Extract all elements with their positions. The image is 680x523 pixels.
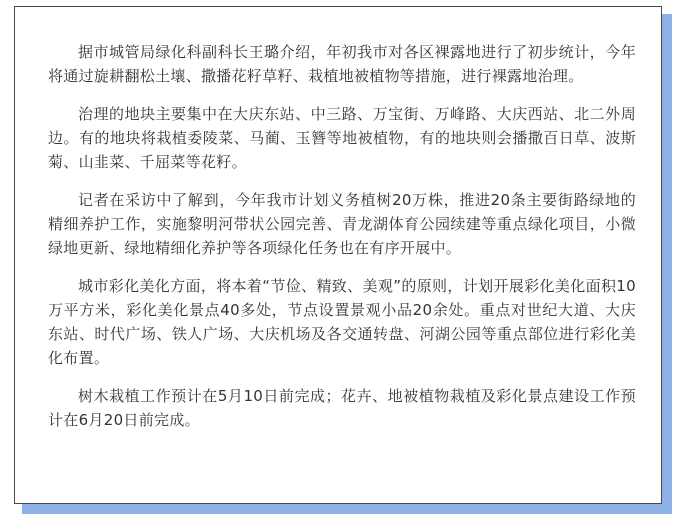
article-text [48, 40, 636, 446]
paragraph: 城市彩化美化方面，将本着“节俭、精致、美观”的原则，计划开展彩化美化面积10万平方米，彩化美化景点40多处，节点设置景观小品20余处。重点对世纪大道、大庆东站、时代广场、铁人广场、大庆机场及各交通转盘、河湖公园等重点部位进行彩化美化布置。 [48, 277, 636, 367]
paragraph: 治理的地块主要集中在大庆东站、中三路、万宝街、万峰路、大庆西站、北二外周边。有的地块将栽植委陵菜、马蔺、玉簪等地被植物，有的地块则会播撒百日草、波斯菊、山韭菜、千屈菜等花籽。 [48, 105, 636, 171]
paragraph: 据市城管局绿化科副科长王璐介绍，年初我市对各区裸露地进行了初步统计，今年将通过旋耕翻松土壤、撒播花籽草籽、栽植地被植物等措施，进行裸露地治理。 [48, 43, 636, 85]
paragraph: 树木栽植工作预计在5月10日前完成；花卉、地被植物栽植及彩化景点建设工作预计在6月20日前完成。 [48, 387, 636, 429]
paragraph: 记者在采访中了解到，今年我市计划义务植树20万株，推进20条主要街路绿地的精细养护工作，实施黎明河带状公园完善、青龙湖体育公园续建等重点绿化项目，小微绿地更新、绿地精细化养护等各项绿化任务也在有序开展中。 [48, 191, 636, 257]
